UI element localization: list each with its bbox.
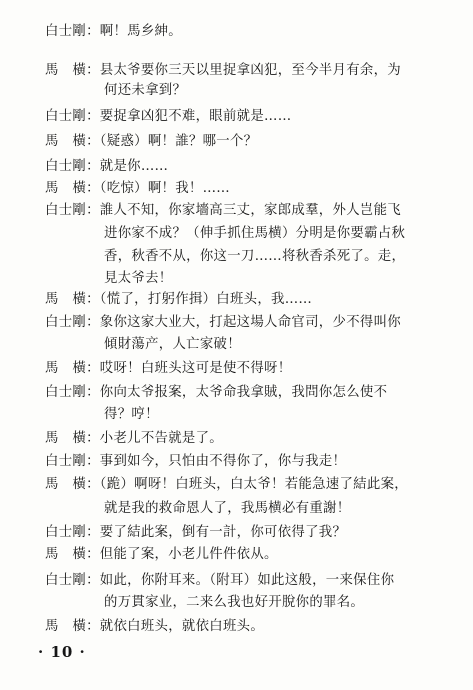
dialogue-line: 馬 橫：但能了案，小老儿件件依从。 (45, 547, 278, 562)
page-number: · 10 · (38, 643, 86, 661)
dialogue-line: 馬 橫：（跪）啊呀！白班头，白太爷！若能急速了結此案， (45, 477, 408, 492)
dialogue-line: 馬 橫：小老儿不告就是了。 (45, 431, 223, 446)
dialogue-line: 白士剛：要捉拿凶犯不难，眼前就是…… (45, 109, 292, 124)
dialogue-line: 白士剛：就是你…… (45, 159, 169, 174)
dialogue-line: 白士剛：事到如今，只怕由不得你了，你与我走！ (45, 454, 347, 469)
continuation-line: 就是我的救命恩人了，我馬横必有重謝！ (104, 501, 351, 516)
dialogue-line: 馬 橫：哎呀！白班头这可是使不得呀！ (45, 361, 292, 376)
dialogue-line: 白士剛：如此，你附耳来。（附耳）如此这般，一来保住你 (45, 573, 395, 588)
dialogue-line: 馬 橫：（慌了，打躬作揖）白班头，我…… (45, 292, 313, 307)
dialogue-line: 馬 橫：（疑惑）啊！誰？哪一个？ (45, 134, 258, 149)
continuation-line: 得？哼！ (104, 407, 159, 422)
dialogue-line: 白士剛：象你这家大业大，打起这場人命官司，少不得叫你 (45, 315, 401, 330)
dialogue-line: 馬 橫：就依白班头，就依白班头。 (45, 619, 265, 634)
dialogue-line: 白士剛：誰人不知，你家墻高三丈，家郎成羣，外人岂能飞 (45, 203, 401, 218)
continuation-line: 何还未拿到？ (104, 83, 187, 98)
continuation-line: 見太爷去！ (104, 271, 173, 286)
dialogue-line: 白士剛：啊！馬乡紳。 (45, 24, 182, 39)
dialogue-line: 馬 橫：县太爷要你三天以里捉拿凶犯，至今半月有余，为 (45, 63, 401, 78)
continuation-line: 傾財蕩产，人亡家破！ (104, 337, 241, 352)
continuation-line: 的万貫家业，二来么我也好开脫你的罪名。 (104, 595, 365, 610)
continuation-line: 进你家不成？（伸手抓住馬横）分明是你要霸占秋 (104, 226, 406, 241)
dialogue-line: 馬 橫：（吃惊）啊！我！…… (45, 181, 230, 196)
dialogue-line: 白士剛：要了結此案，倒有一計，你可依得了我？ (45, 525, 347, 540)
dialogue-line: 白士剛：你向太爷报案，太爷命我拿賊，我問你怎么使不 (45, 385, 388, 400)
continuation-line: 香，秋香不从，你这一刀……将秋香杀死了。走， (104, 249, 406, 264)
